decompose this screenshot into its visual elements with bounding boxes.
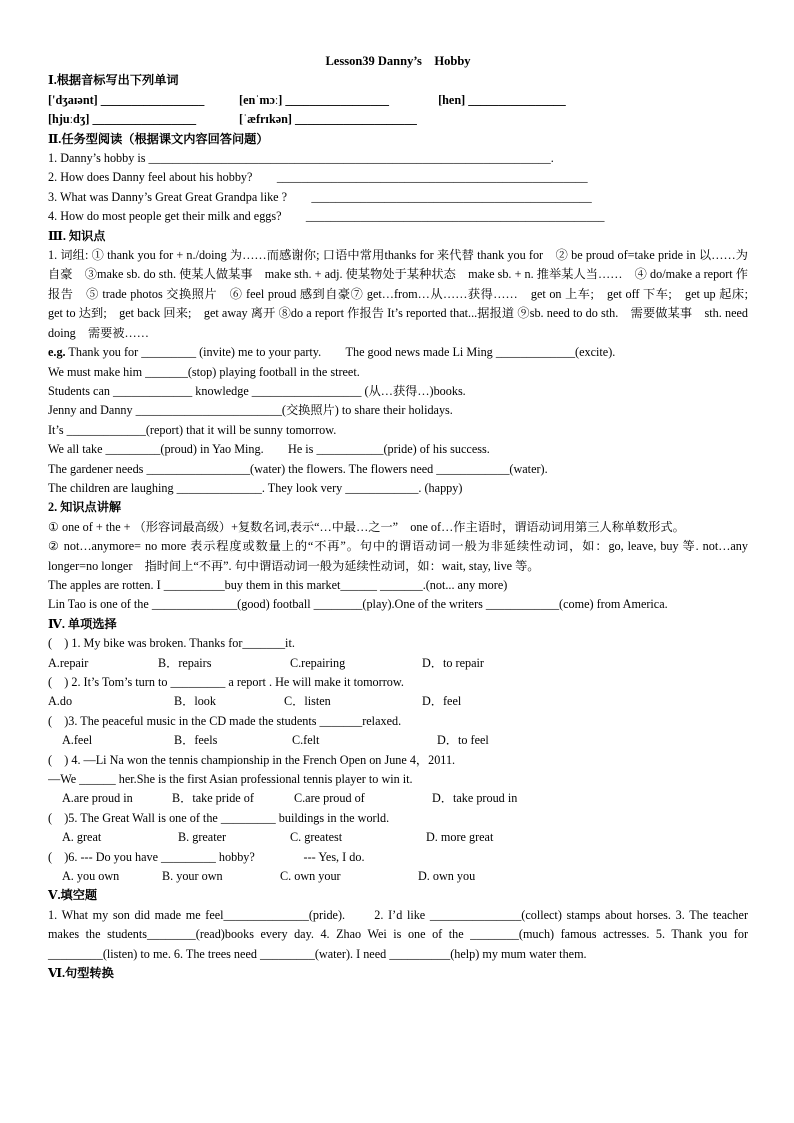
- example-line[interactable]: We must make him _______(stop) playing football in the street.: [48, 364, 360, 379]
- mc-option[interactable]: A. you own: [62, 869, 120, 884]
- section-5-heading: Ⅴ.填空题: [48, 888, 98, 903]
- example-text[interactable]: Thank you for _________ (invite) me to your party. The good news made Li Ming _____________(excite).: [65, 345, 616, 360]
- mc-option[interactable]: A.repair: [48, 655, 89, 670]
- phonetic-item[interactable]: [hen] ________________: [438, 92, 566, 107]
- mc-option[interactable]: D. own you: [418, 869, 476, 884]
- reading-question[interactable]: 2. How does Danny feel about his hobby? ___________________________________________________: [48, 170, 588, 185]
- mc-question[interactable]: ( ) 2. It’s Tom’s turn to _________ a report . He will make it tomorrow.: [48, 675, 404, 689]
- knowledge-heading: 2. 知识点讲解: [48, 500, 122, 515]
- section-4-heading: Ⅳ. 单项选择: [48, 616, 117, 631]
- phonetic-row-1: [48, 91, 748, 110]
- mc-option[interactable]: D．feel: [422, 694, 462, 709]
- example-line[interactable]: The children are laughing ______________. They look very ____________. (happy): [48, 480, 463, 495]
- reading-question[interactable]: 4. How do most people get their milk and eggs? _________________________________________________: [48, 209, 605, 224]
- mc-option[interactable]: D．to repair: [422, 655, 484, 670]
- mc-option[interactable]: A. great: [62, 830, 102, 845]
- phonetic-item[interactable]: ['dʒaɪənt] _________________: [48, 92, 205, 107]
- mc-option[interactable]: C.are proud of: [294, 791, 365, 806]
- mc-option[interactable]: B. greater: [178, 830, 227, 845]
- mc-question[interactable]: ( )5. The Great Wall is one of the _________ buildings in the world.: [48, 810, 390, 825]
- reading-question[interactable]: 1. Danny’s hobby is __________________________________________________________________.: [48, 151, 554, 166]
- worksheet: [48, 52, 761, 984]
- eg-label: e.g.: [48, 345, 66, 360]
- mc-question-cont[interactable]: —We ______ her.She is the first Asian professional tennis player to win it.: [48, 772, 413, 787]
- mc-options: [48, 654, 748, 673]
- phonetic-item[interactable]: [hjuːdʒ] _________________: [48, 112, 197, 127]
- example-line[interactable]: We all take _________(proud) in Yao Ming. He is ___________(pride) of his success.: [48, 442, 490, 457]
- mc-option[interactable]: A.are proud in: [62, 791, 133, 806]
- example-line[interactable]: [48, 343, 748, 362]
- example-line[interactable]: Lin Tao is one of the ______________(good) football ________(play).One of the writers ____________(come) from America.: [48, 597, 668, 612]
- example-line[interactable]: Students can _____________ knowledge __________________ (从…获得…)books.: [48, 383, 466, 398]
- example-line[interactable]: Jenny and Danny ________________________(交换照片) to share their holidays.: [48, 403, 453, 418]
- section-3-heading: Ⅲ. 知识点: [48, 228, 106, 243]
- example-line[interactable]: The apples are rotten. I __________buy them in this market______ _______.(not... any more): [48, 577, 508, 592]
- mc-options: [48, 692, 748, 711]
- example-line[interactable]: It’s _____________(report) that it will be sunny tomorrow.: [48, 422, 337, 437]
- mc-option[interactable]: B．take pride of: [172, 791, 254, 806]
- vocab-phrases: 1. 词组: ① thank you for + n./doing 为……而感谢你; 口语中常用thanks for 来代替 thank you for ② be proud of=take pride in 以……为自豪 ③make sb. do sth. 使某人做某事 make sth. + adj. 使某物处于某种状态 make sb. + n. 推举某人当…… ④ do/make a report 作报告 ⑤ trade photos 交换照片 ⑥ feel proud 感到自豪⑦ get…from…从……获得…… get on 上车; get off 下车; get up 起床; get to 达到; get back 回来; get away 离开 ⑧do a report 作报告 It’s reported that...据报道 ⑨sb. need to do sth. 需要做某事 sth. need doing 需要被……: [48, 248, 761, 340]
- mc-question[interactable]: ( )3. The peaceful music in the CD made the students _______relaxed.: [48, 713, 402, 728]
- mc-option[interactable]: C.repairing: [290, 655, 346, 670]
- phonetic-row-2: [48, 110, 748, 129]
- mc-question[interactable]: ( ) 1. My bike was broken. Thanks for_______it.: [48, 636, 295, 651]
- section-6-heading: Ⅵ.句型转换: [48, 966, 114, 981]
- phonetic-item[interactable]: [enˈmɔː] _________________: [239, 92, 389, 107]
- fill-in-blanks[interactable]: 1. What my son did made me feel______________(pride). 2. I’d like _______________(collect) stamps about horses. 3. The teacher makes the students________(read)books every day. 4. Zhao Wei is one of the ________(much) famous actresses. 5. Thank you for _________(listen) to me. 6. The trees need _________(water). I need __________(help) my mum water them.: [48, 907, 748, 961]
- knowledge-point: ② not…anymore= no more 表示程度或数量上的“不再”。句中的谓语动词一般为非延续性动词，如：go, leave, buy 等. not…any longer=no longer 指时间上“不再”. 句中谓语动词一般为延续性动词，如：wait, stay, live 等。: [48, 539, 748, 573]
- mc-option[interactable]: A.feel: [62, 733, 93, 748]
- mc-option[interactable]: B．feels: [174, 733, 218, 748]
- section-1-heading: Ⅰ.根据音标写出下列单词: [48, 73, 179, 88]
- mc-options: [48, 731, 748, 750]
- mc-options: [48, 789, 748, 808]
- mc-option[interactable]: C．listen: [284, 694, 331, 709]
- mc-options: [48, 867, 748, 886]
- mc-options: [48, 828, 748, 847]
- mc-option[interactable]: D．take proud in: [432, 791, 518, 806]
- reading-question[interactable]: 3. What was Danny’s Great Great Grandpa like ? ______________________________________________: [48, 189, 592, 204]
- mc-option[interactable]: B．repairs: [158, 655, 212, 670]
- knowledge-point: ① one of + the + （形容词最高级）+复数名词,表示“…中最…之一” one of…作主语时，谓语动词用第三人称单数形式。: [48, 519, 685, 534]
- section-2-heading: Ⅱ.任务型阅读（根据课文内容回答问题）: [48, 131, 269, 146]
- mc-option[interactable]: B. your own: [162, 869, 223, 884]
- mc-option[interactable]: C.felt: [292, 733, 320, 748]
- mc-question[interactable]: ( ) 4. —Li Na won the tennis championship in the French Open on June 4，2011.: [48, 752, 456, 767]
- phonetic-item[interactable]: [ˈæfrɪkən] ____________________: [239, 112, 417, 127]
- mc-option[interactable]: B．look: [174, 694, 216, 709]
- mc-question[interactable]: ( )6. --- Do you have _________ hobby? --- Yes, I do.: [48, 849, 365, 864]
- mc-option[interactable]: D．to feel: [437, 733, 489, 748]
- mc-option[interactable]: A.do: [48, 694, 73, 709]
- page-title: Lesson39 Danny’s Hobby: [325, 54, 471, 68]
- mc-option[interactable]: C. greatest: [290, 830, 343, 845]
- example-line[interactable]: The gardener needs _________________(water) the flowers. The flowers need ____________(water).: [48, 461, 548, 476]
- mc-option[interactable]: C. own your: [280, 869, 341, 884]
- mc-option[interactable]: D. more great: [426, 830, 494, 845]
